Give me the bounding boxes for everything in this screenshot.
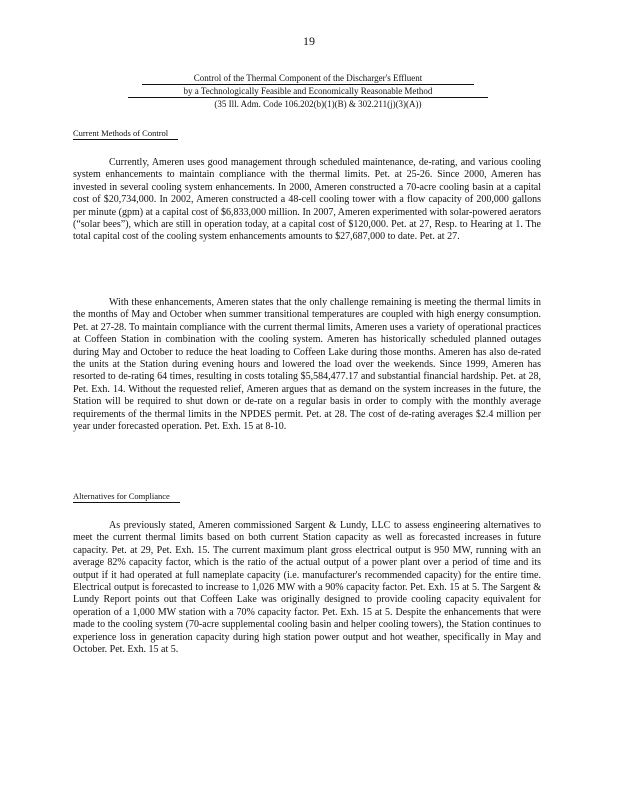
heading-line-1: Control of the Thermal Component of the Discharger's Effluent [142, 72, 474, 85]
document-heading [128, 72, 488, 110]
heading-line-3: (35 Ill. Adm. Code 106.202(b)(1)(B) & 302.211(j)(3)(A)) [214, 99, 422, 109]
heading-line-2: by a Technologically Feasible and Economically Reasonable Method [128, 85, 488, 98]
page-number: 19 [303, 34, 315, 48]
paragraph-alternatives: As previously stated, Ameren commissioned Sargent & Lundy, LLC to assess engineering alternatives to meet the current thermal limits based on both current Station capacity as well as forecasted increases in future capacity. Pet. at 29, Pet. Exh. 15. The current maximum plant gross electrical output is 950 MW, running with an average 82% capacity factor, which is the ratio of the actual output of a power plant over a period of time and its output if it had operated at full nameplate capacity (i.e. manufacturer's recommended capacity) for the entire time. Electrical output is forecasted to increase to 1,026 MW with a 90% capacity factor. Pet. Exh. 15 at 5. The Sargent & Lundy Report points out that Coffeen Lake was originally designed to provide cooling capacity equivalent for operation of a 1,000 MW station with a 70% capacity factor. Pet. Exh. 15 at 5. Despite the enhancements that were made to the cooling system (70-acre supplemental cooling basin and helper cooling towers), the Station continues to experience loss in generation capacity during high station power output and hot weather, specifically in May and October. Pet. Exh. 15 at 5. [73, 520, 541, 656]
section-heading-current-methods: Current Methods of Control [73, 128, 178, 140]
section-heading-alternatives: Alternatives for Compliance [73, 491, 180, 503]
paragraph-current-methods: Currently, Ameren uses good management through scheduled maintenance, de-rating, and various cooling system enhancements to maintain compliance with the thermal limits. Pet. at 25-26. Since 2000, Ameren has invested in several cooling system enhancements. In 2000, Ameren constructed a 70-acre cooling basin at a capital cost of $20,734,000. In 2002, Ameren constructed a 48-cell cooling tower with a flow capacity of 200,000 gallons per minute (gpm) at a capital cost of $6,833,000 million. In 2007, Ameren experimented with solar-powered aerators (“solar bees”), which are still in operation today, at a capital cost of $120,000. Pet. at 27, Resp. to Hearing at 1. The total capital cost of the cooling system enhancements amounts to $27,687,000 to date. Pet. at 27. [73, 157, 541, 243]
paragraph-enhancements: With these enhancements, Ameren states that the only challenge remaining is meeting the thermal limits in the months of May and October when summer transitional temperatures are coupled with high energy consumption. Pet. at 27-28. To maintain compliance with the current thermal limits, Ameren uses a variety of operational practices at Coffeen Station in combination with the cooling system. Ameren has historically scheduled planned outages during May and October to reduce the heat loading to Coffeen Lake during those months. Ameren has also de-rated the units at the Station during evening hours and lowered the load over the weekends. Since 1999, Ameren has resorted to de-rating 64 times, resulting in costs totaling $5,584,477.17 and substantial financial hardship. Pet. at 28, Pet. Exh. 14. Without the requested relief, Ameren argues that as demand on the system increases in the future, the Station will be required to shut down or de-rate on a regular basis in order to comply with the monthly average requirements of the thermal limits in the NPDES permit. Pet. at 28. The cost of de-rating averages $2.4 million per year under forecasted operation. Pet. Exh. 15 at 8-10. [73, 297, 541, 433]
